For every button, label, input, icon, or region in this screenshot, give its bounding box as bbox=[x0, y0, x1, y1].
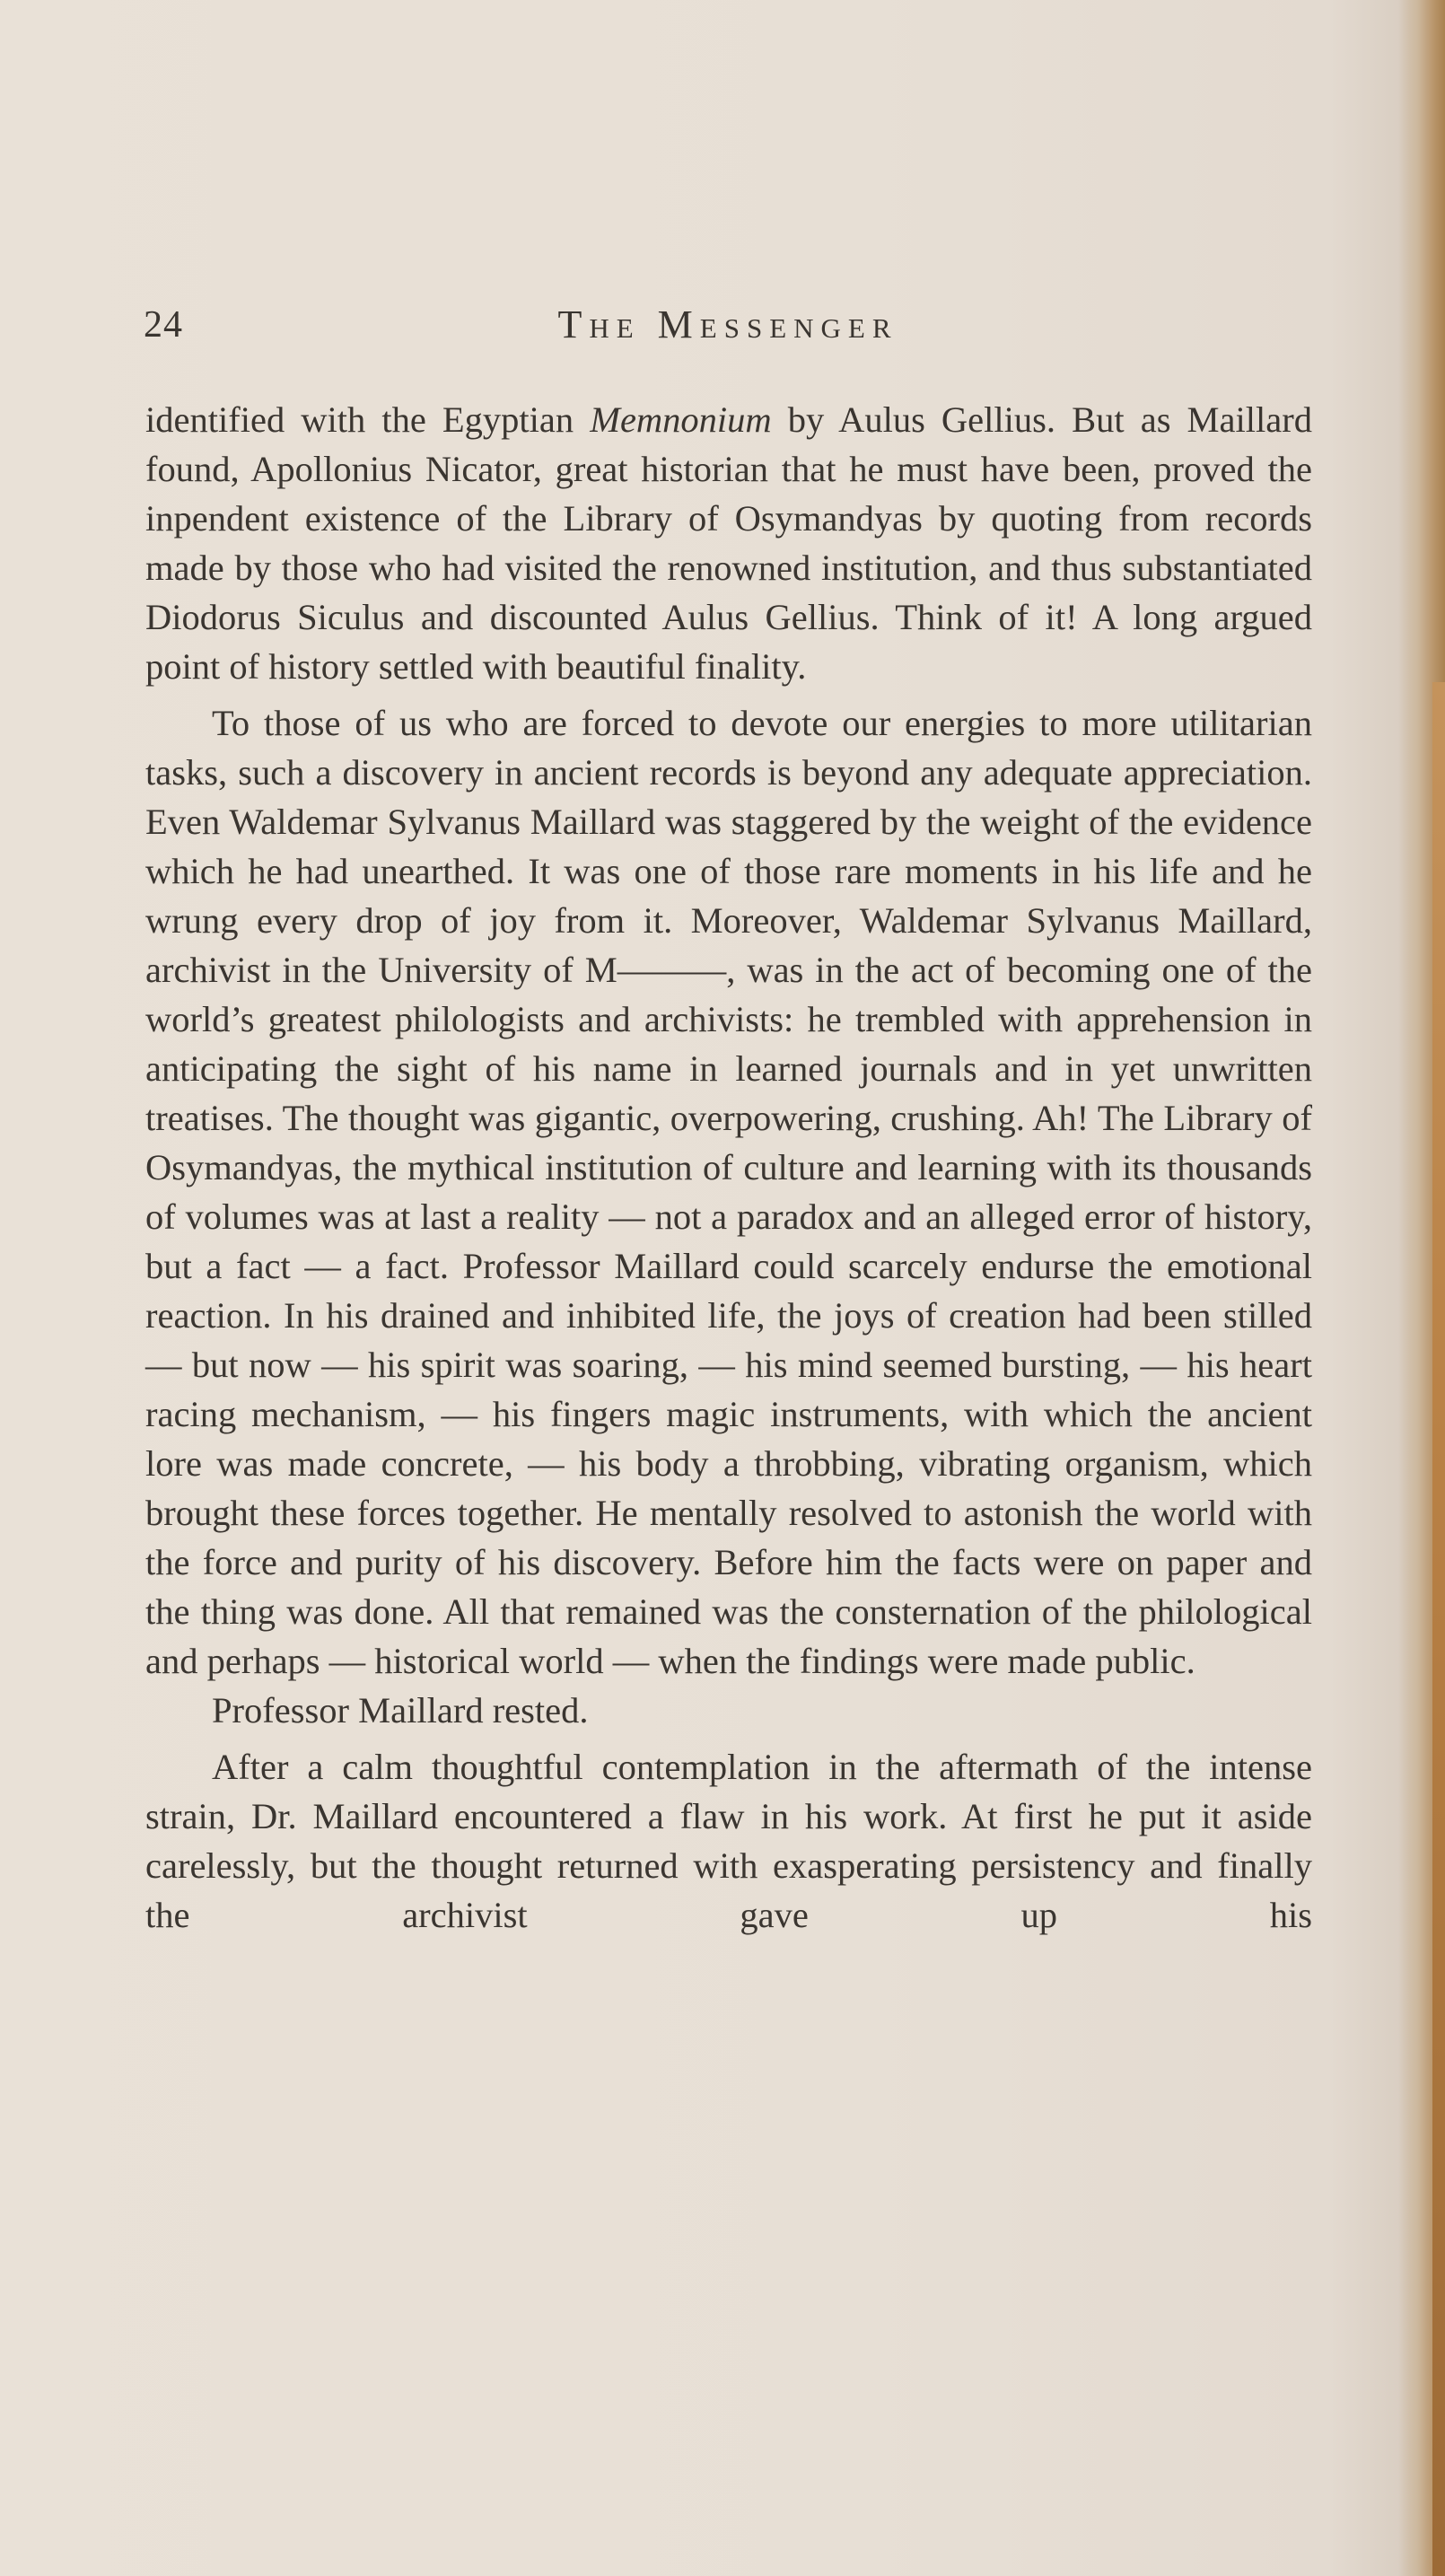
body-text bbox=[145, 395, 1312, 1940]
paragraph-1 bbox=[145, 395, 1312, 691]
paragraph-1-italic: Memnonium bbox=[590, 399, 772, 440]
paragraph-4: After a calm thoughtful contemplation in the aftermath of the intense strain, Dr. Maillard encountered a flaw in his work. At first he put it aside carelessly, but the thought returned with exasperating persistency and finally the archivist gave up his bbox=[145, 1747, 1312, 1935]
page-header bbox=[144, 298, 1312, 355]
page-edge-shadow bbox=[1432, 682, 1445, 2576]
paragraph-1-start: identified with the Egyptian bbox=[145, 399, 591, 440]
paragraph-1-end: by Aulus Gellius. But as Maillard found, Apollonius Nicator, great historian that he must have been, proved the inpendent existence of the Library of Osymandyas by quoting from records made by those who had visited the renowned institution, and thus substantiated Diodorus Siculus and discounted Aulus Gellius. Think of it! A long argued point of history settled with beautiful finality. bbox=[145, 399, 1312, 687]
page-number: 24 bbox=[144, 304, 183, 346]
running-title: The Messenger bbox=[557, 302, 898, 346]
paragraph-3: Professor Maillard rested. bbox=[212, 1690, 589, 1730]
paragraph-2: To those of us who are forced to devote our energies to more utilitarian tasks, such a discovery in ancient records is beyond any adequate appreciation. Even Waldemar Sylvanus Maillard was staggered by the weight of the evidence which he had unearthed. It was one of those rare moments in his life and he wrung every drop of joy from it. Moreover, Waldemar Sylvanus Maillard, archivist in the University of M———, was in the act of becoming one of the world’s greatest philologists and archivists: he trembled with apprehension in anticipating the sight of his name in learned journals and in yet unwritten treatises. The thought was gigantic, overpowering, crushing. Ah! The Library of Osymandyas, the mythical institution of culture and learning with its thousands of volumes was at last a reality — not a paradox and an alleged error of history, but a fact — a fact. Professor Maillard could scarcely endurse the emotional reaction. In his drained and inhibited life, the joys of creation had been stilled — but now — his spirit was soaring, — his mind seemed bursting, — his heart racing mechanism, — his fingers magic instruments, with which the ancient lore was made concrete, — his body a throbbing, vibrating organism, which brought these forces together. He mentally resolved to astonish the world with the force and purity of his discovery. Before him the facts were on paper and the thing was done. All that remained was the consternation of the philological and perhaps — historical world — when the findings were made public. bbox=[145, 703, 1312, 1681]
